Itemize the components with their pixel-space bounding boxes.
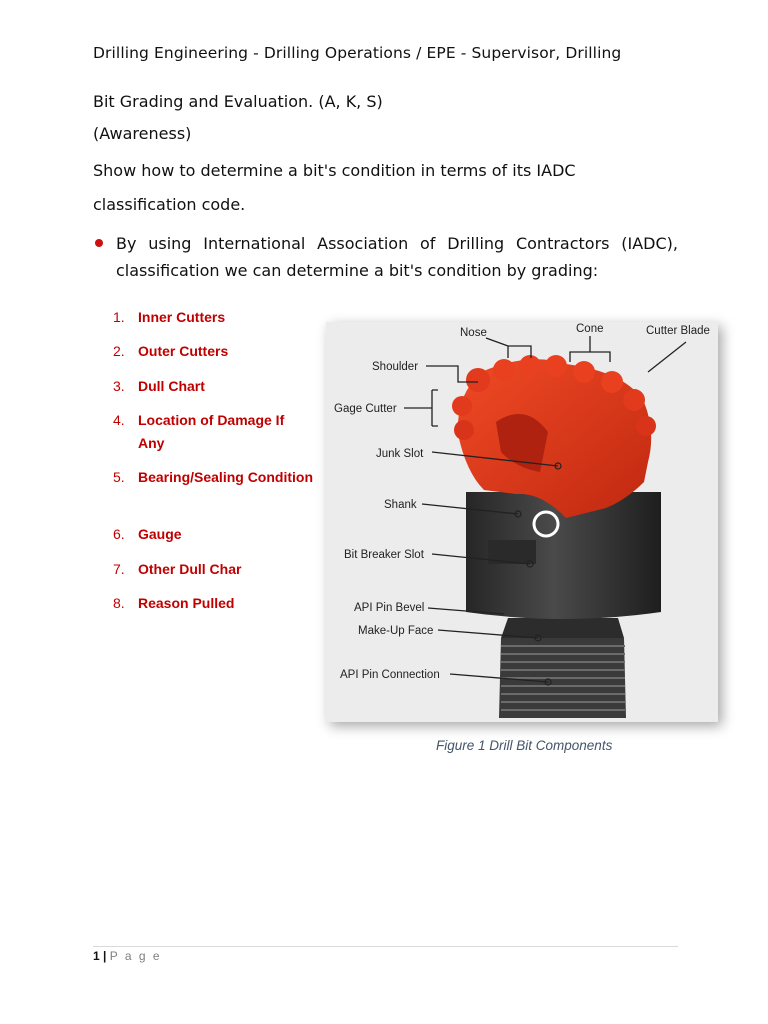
drill-bit-illustration <box>326 322 718 722</box>
page-number: 1 <box>93 949 100 963</box>
list-item: 1. Inner Cutters <box>113 309 226 325</box>
page-footer <box>93 949 162 963</box>
label-nose: Nose <box>460 327 487 339</box>
instruction-line-2: classification code. <box>93 195 246 214</box>
bullet-dot-icon <box>95 239 103 247</box>
api-pin-threads <box>499 638 626 718</box>
footer-divider <box>93 946 678 947</box>
drill-bit-figure <box>326 322 718 722</box>
list-item: 5. Bearing/Sealing Condition <box>113 469 314 485</box>
list-item: 3. Dull Chart <box>113 378 205 394</box>
label-cutter-blade: Cutter Blade <box>646 325 710 337</box>
label-api-pin-bevel: API Pin Bevel <box>354 602 425 614</box>
page-header: Drilling Engineering - Drilling Operations / EPE - Supervisor, Drilling <box>93 44 622 62</box>
footer-separator: | <box>103 949 107 963</box>
label-make-up-face: Make-Up Face <box>358 625 434 637</box>
instruction-line-1: Show how to determine a bit's condition in terms of its IADC <box>93 161 576 180</box>
label-api-pin-connection: API Pin Connection <box>340 669 440 681</box>
list-item: 8. Reason Pulled <box>113 595 235 611</box>
label-gage-cutter: Gage Cutter <box>334 403 397 415</box>
make-up-face-shape <box>501 618 624 638</box>
bullet-text <box>116 230 678 284</box>
section-title: Bit Grading and Evaluation. (A, K, S) <box>93 92 383 111</box>
label-bit-breaker-slot: Bit Breaker Slot <box>344 549 424 561</box>
bullet-line-2: classification we can determine a bit's condition by grading: <box>116 261 599 280</box>
label-shoulder: Shoulder <box>372 361 419 373</box>
label-shank: Shank <box>384 499 417 511</box>
label-junk-slot: Junk Slot <box>376 448 424 460</box>
list-item: 2. Outer Cutters <box>113 343 229 359</box>
list-item: 4. Location of Damage If Any <box>113 412 285 451</box>
figure-caption: Figure 1 Drill Bit Components <box>436 738 613 753</box>
bullet-line-1: By using International Association of Drilling Contractors (IADC), <box>116 234 678 253</box>
label-cone: Cone <box>576 323 604 335</box>
grading-list <box>113 306 313 615</box>
bullet-paragraph <box>93 230 678 284</box>
list-item: 7. Other Dull Char <box>113 561 242 577</box>
section-level: (Awareness) <box>93 124 192 143</box>
list-item: 6. Gauge <box>113 526 182 542</box>
page-word: P a g e <box>109 949 162 963</box>
